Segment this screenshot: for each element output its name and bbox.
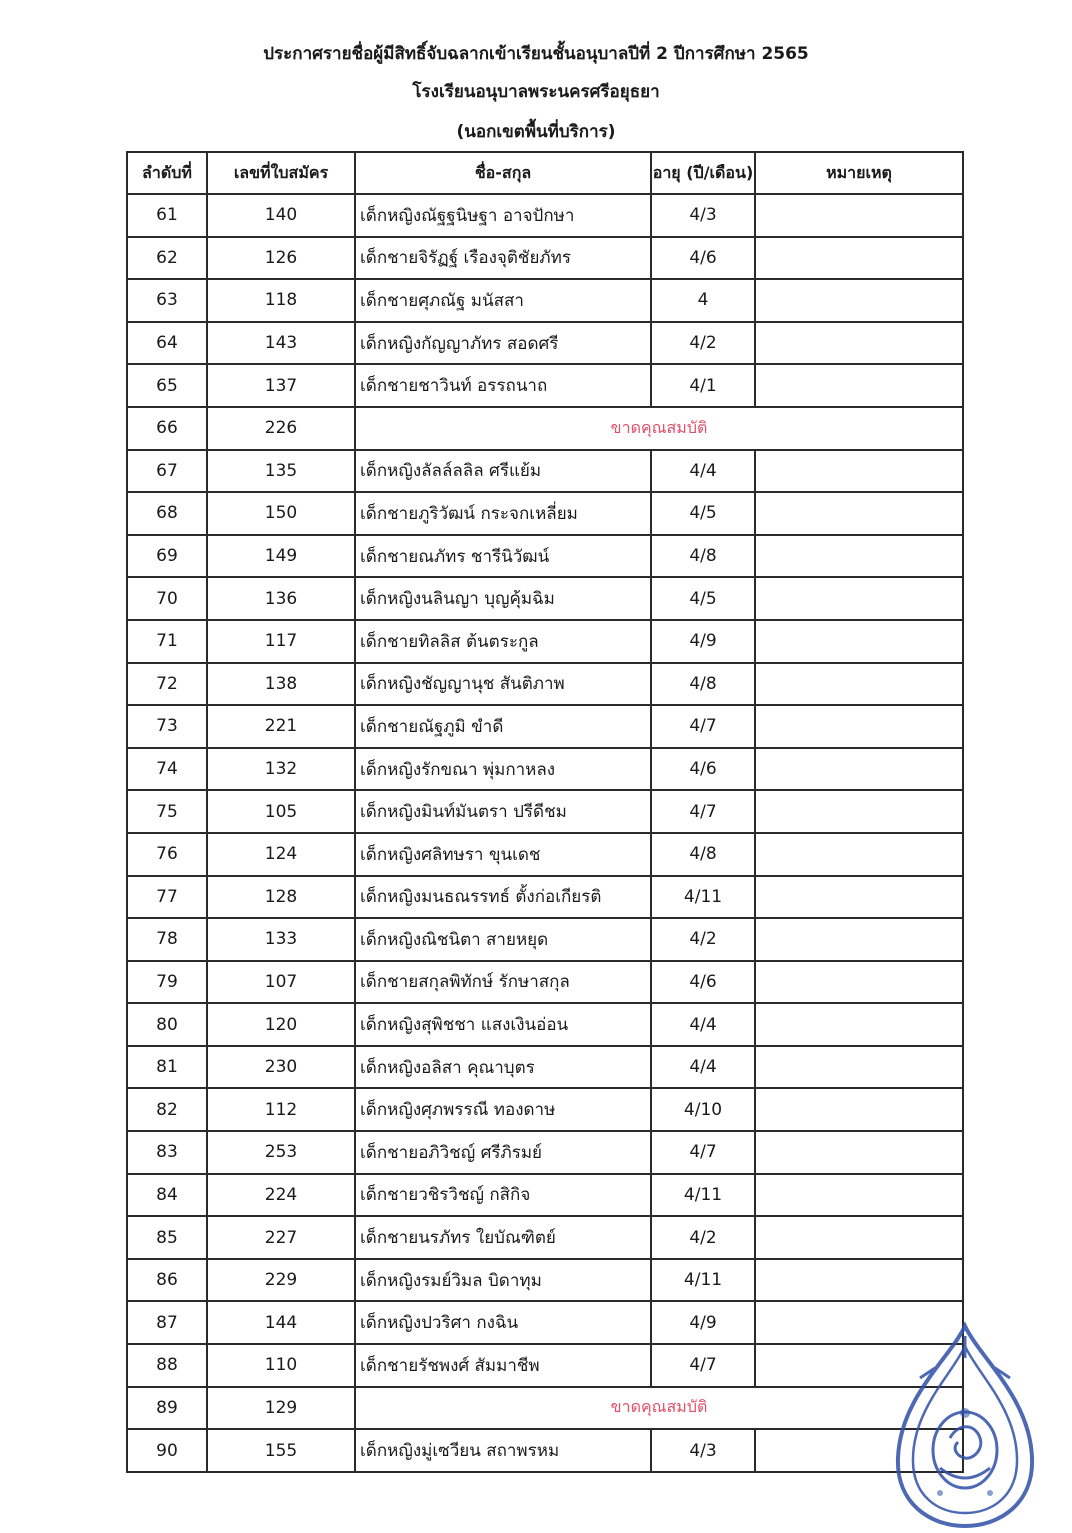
order-cell: 86	[127, 1259, 207, 1302]
remark-cell	[755, 663, 963, 706]
remark-cell	[755, 1003, 963, 1046]
announcement-title: ประกาศรายชื่อผู้มีสิทธิ์จับฉลากเข้าเรียนชั้นอนุบาลปีที่ 2 ปีการศึกษา 2565	[263, 44, 809, 64]
age-cell: 4/2	[651, 322, 755, 365]
table-row	[127, 194, 963, 237]
application-no-cell: 149	[207, 535, 355, 578]
name-cell: เด็กชายทิลลิส ต้นตระกูล	[355, 620, 651, 663]
age-cell: 4/5	[651, 577, 755, 620]
remark-cell	[755, 194, 963, 237]
application-no-cell: 126	[207, 237, 355, 280]
application-no-cell: 140	[207, 194, 355, 237]
application-no-cell: 227	[207, 1216, 355, 1259]
application-no-cell: 107	[207, 961, 355, 1004]
name-cell: เด็กหญิงมินท์มันตรา ปรีดีชม	[355, 790, 651, 833]
table-row	[127, 961, 963, 1004]
table-row	[127, 1301, 963, 1344]
table-row	[127, 322, 963, 365]
remark-cell	[755, 322, 963, 365]
order-cell: 82	[127, 1088, 207, 1131]
table-row	[127, 237, 963, 280]
application-no-cell: 132	[207, 748, 355, 791]
table-row	[127, 450, 963, 493]
application-no-cell: 224	[207, 1174, 355, 1217]
name-cell: เด็กหญิงนลินญา บุญคุ้มฉิม	[355, 577, 651, 620]
application-no-cell: 226	[207, 407, 355, 450]
application-no-cell: 120	[207, 1003, 355, 1046]
order-cell: 88	[127, 1344, 207, 1387]
age-cell: 4/3	[651, 1429, 755, 1472]
application-no-cell: 253	[207, 1131, 355, 1174]
disqualified-cell: ขาดคุณสมบัติ	[355, 407, 963, 450]
name-cell: เด็กชายจิรัฏฐ์ เรืองจุติชัยภัทร	[355, 237, 651, 280]
remark-cell	[755, 1259, 963, 1302]
col-header-name: ชื่อ-สกุล	[355, 152, 651, 194]
order-cell: 83	[127, 1131, 207, 1174]
age-cell: 4/1	[651, 364, 755, 407]
name-cell: เด็กชายภูริวัฒน์ กระจกเหลี่ยม	[355, 492, 651, 535]
application-no-cell: 117	[207, 620, 355, 663]
name-cell: เด็กหญิงณิชนิตา สายหยุด	[355, 918, 651, 961]
table-row	[127, 492, 963, 535]
remark-cell	[755, 620, 963, 663]
table-row	[127, 1131, 963, 1174]
table-row	[127, 833, 963, 876]
application-no-cell: 138	[207, 663, 355, 706]
name-cell: เด็กชายอภิวิชญ์ ศรีภิรมย์	[355, 1131, 651, 1174]
disqualified-cell: ขาดคุณสมบัติ	[355, 1387, 963, 1430]
order-cell: 70	[127, 577, 207, 620]
school-name: โรงเรียนอนุบาลพระนครศรีอยุธยา	[412, 82, 660, 102]
name-cell: เด็กหญิงศลิทษรา ขุนเดช	[355, 833, 651, 876]
name-cell: เด็กชายณัฐภูมิ ขำดี	[355, 705, 651, 748]
table-body	[127, 194, 963, 1472]
name-cell: เด็กชายชาวินท์ อรรถนาถ	[355, 364, 651, 407]
application-no-cell: 118	[207, 279, 355, 322]
remark-cell	[755, 748, 963, 791]
age-cell: 4/7	[651, 1344, 755, 1387]
table-row	[127, 1046, 963, 1089]
table-row	[127, 1259, 963, 1302]
application-no-cell: 128	[207, 876, 355, 919]
order-cell: 63	[127, 279, 207, 322]
name-cell: เด็กหญิงรมย์วิมล บิดาทุม	[355, 1259, 651, 1302]
table-row	[127, 577, 963, 620]
order-cell: 71	[127, 620, 207, 663]
remark-cell	[755, 279, 963, 322]
age-cell: 4/11	[651, 1174, 755, 1217]
application-no-cell: 112	[207, 1088, 355, 1131]
age-cell: 4/2	[651, 918, 755, 961]
name-cell: เด็กหญิงอลิสา คุณาบุตร	[355, 1046, 651, 1089]
name-cell: เด็กชายณภัทร ชารีนิวัฒน์	[355, 535, 651, 578]
age-cell: 4/8	[651, 535, 755, 578]
name-cell: เด็กหญิงมู่เซวียน สถาพรหม	[355, 1429, 651, 1472]
age-cell: 4/4	[651, 1046, 755, 1089]
table-row	[127, 407, 963, 450]
age-cell: 4/7	[651, 1131, 755, 1174]
age-cell: 4/4	[651, 450, 755, 493]
col-header-remark: หมายเหตุ	[755, 152, 963, 194]
order-cell: 84	[127, 1174, 207, 1217]
age-cell: 4/9	[651, 1301, 755, 1344]
order-cell: 87	[127, 1301, 207, 1344]
remark-cell	[755, 1088, 963, 1131]
age-cell: 4/4	[651, 1003, 755, 1046]
application-no-cell: 105	[207, 790, 355, 833]
name-cell: เด็กชายนรภัทร ใยบัณฑิตย์	[355, 1216, 651, 1259]
applicant-table	[126, 151, 964, 1473]
order-cell: 77	[127, 876, 207, 919]
table-row	[127, 620, 963, 663]
age-cell: 4/11	[651, 1259, 755, 1302]
table-row	[127, 748, 963, 791]
remark-cell	[755, 1131, 963, 1174]
name-cell: เด็กชายสกุลพิทักษ์ รักษาสกุล	[355, 961, 651, 1004]
name-cell: เด็กหญิงปวริศา กงฉิน	[355, 1301, 651, 1344]
order-cell: 85	[127, 1216, 207, 1259]
table-row	[127, 1429, 963, 1472]
table-row	[127, 1174, 963, 1217]
application-no-cell: 143	[207, 322, 355, 365]
age-cell: 4/5	[651, 492, 755, 535]
remark-cell	[755, 1216, 963, 1259]
table-row	[127, 279, 963, 322]
age-cell: 4/6	[651, 237, 755, 280]
age-cell: 4/6	[651, 961, 755, 1004]
order-cell: 74	[127, 748, 207, 791]
order-cell: 76	[127, 833, 207, 876]
age-cell: 4/9	[651, 620, 755, 663]
name-cell: เด็กชายศุภณัฐ มนัสสา	[355, 279, 651, 322]
age-cell: 4/7	[651, 705, 755, 748]
order-cell: 66	[127, 407, 207, 450]
name-cell: เด็กหญิงกัญญาภัทร สอดศรี	[355, 322, 651, 365]
table-row	[127, 918, 963, 961]
table-row	[127, 1003, 963, 1046]
order-cell: 65	[127, 364, 207, 407]
remark-cell	[755, 1174, 963, 1217]
table-header-row	[127, 152, 963, 194]
order-cell: 68	[127, 492, 207, 535]
remark-cell	[755, 1046, 963, 1089]
school-seal-icon	[880, 1318, 1050, 1533]
col-header-application-no: เลขที่ใบสมัคร	[207, 152, 355, 194]
col-header-order: ลำดับที่	[127, 152, 207, 194]
table-row	[127, 1387, 963, 1430]
order-cell: 90	[127, 1429, 207, 1472]
order-cell: 75	[127, 790, 207, 833]
remark-cell	[755, 237, 963, 280]
table-row	[127, 535, 963, 578]
order-cell: 79	[127, 961, 207, 1004]
service-area-subtitle: (นอกเขตพื้นที่บริการ)	[456, 122, 616, 142]
order-cell: 61	[127, 194, 207, 237]
table-row	[127, 1216, 963, 1259]
remark-cell	[755, 876, 963, 919]
age-cell: 4/10	[651, 1088, 755, 1131]
application-no-cell: 155	[207, 1429, 355, 1472]
application-no-cell: 110	[207, 1344, 355, 1387]
name-cell: เด็กหญิงลัลล์ลลิล ศรีแย้ม	[355, 450, 651, 493]
age-cell: 4/2	[651, 1216, 755, 1259]
application-no-cell: 133	[207, 918, 355, 961]
table-row	[127, 790, 963, 833]
name-cell: เด็กหญิงสุพิชชา แสงเงินอ่อน	[355, 1003, 651, 1046]
application-no-cell: 221	[207, 705, 355, 748]
application-no-cell: 124	[207, 833, 355, 876]
age-cell: 4/6	[651, 748, 755, 791]
application-no-cell: 229	[207, 1259, 355, 1302]
order-cell: 89	[127, 1387, 207, 1430]
order-cell: 73	[127, 705, 207, 748]
application-no-cell: 144	[207, 1301, 355, 1344]
order-cell: 81	[127, 1046, 207, 1089]
application-no-cell: 129	[207, 1387, 355, 1430]
order-cell: 78	[127, 918, 207, 961]
order-cell: 67	[127, 450, 207, 493]
name-cell: เด็กหญิงณัฐฐนิษฐา อาจปักษา	[355, 194, 651, 237]
table-row	[127, 663, 963, 706]
remark-cell	[755, 535, 963, 578]
age-cell: 4/7	[651, 790, 755, 833]
age-cell: 4/11	[651, 876, 755, 919]
remark-cell	[755, 833, 963, 876]
remark-cell	[755, 790, 963, 833]
order-cell: 62	[127, 237, 207, 280]
order-cell: 80	[127, 1003, 207, 1046]
age-cell: 4/8	[651, 833, 755, 876]
remark-cell	[755, 918, 963, 961]
name-cell: เด็กหญิงชัญญานุช สันติภาพ	[355, 663, 651, 706]
table-row	[127, 364, 963, 407]
name-cell: เด็กหญิงรักขณา พุ่มกาหลง	[355, 748, 651, 791]
name-cell: เด็กหญิงศุภพรรณี ทองดาษ	[355, 1088, 651, 1131]
application-no-cell: 230	[207, 1046, 355, 1089]
table-row	[127, 1088, 963, 1131]
table-row	[127, 705, 963, 748]
table-row	[127, 876, 963, 919]
order-cell: 64	[127, 322, 207, 365]
name-cell: เด็กชายรัชพงศ์ สัมมาชีพ	[355, 1344, 651, 1387]
col-header-age: อายุ (ปี/เดือน)	[651, 152, 755, 194]
application-no-cell: 150	[207, 492, 355, 535]
remark-cell	[755, 961, 963, 1004]
application-no-cell: 137	[207, 364, 355, 407]
age-cell: 4/8	[651, 663, 755, 706]
table-row	[127, 1344, 963, 1387]
age-cell: 4/3	[651, 194, 755, 237]
name-cell: เด็กชายวชิรวิชญ์ กสิกิจ	[355, 1174, 651, 1217]
remark-cell	[755, 450, 963, 493]
remark-cell	[755, 705, 963, 748]
order-cell: 72	[127, 663, 207, 706]
name-cell: เด็กหญิงมนธณรรทธ์ ตั้งก่อเกียรติ	[355, 876, 651, 919]
application-no-cell: 136	[207, 577, 355, 620]
application-no-cell: 135	[207, 450, 355, 493]
remark-cell	[755, 364, 963, 407]
remark-cell	[755, 577, 963, 620]
order-cell: 69	[127, 535, 207, 578]
remark-cell	[755, 492, 963, 535]
age-cell: 4	[651, 279, 755, 322]
